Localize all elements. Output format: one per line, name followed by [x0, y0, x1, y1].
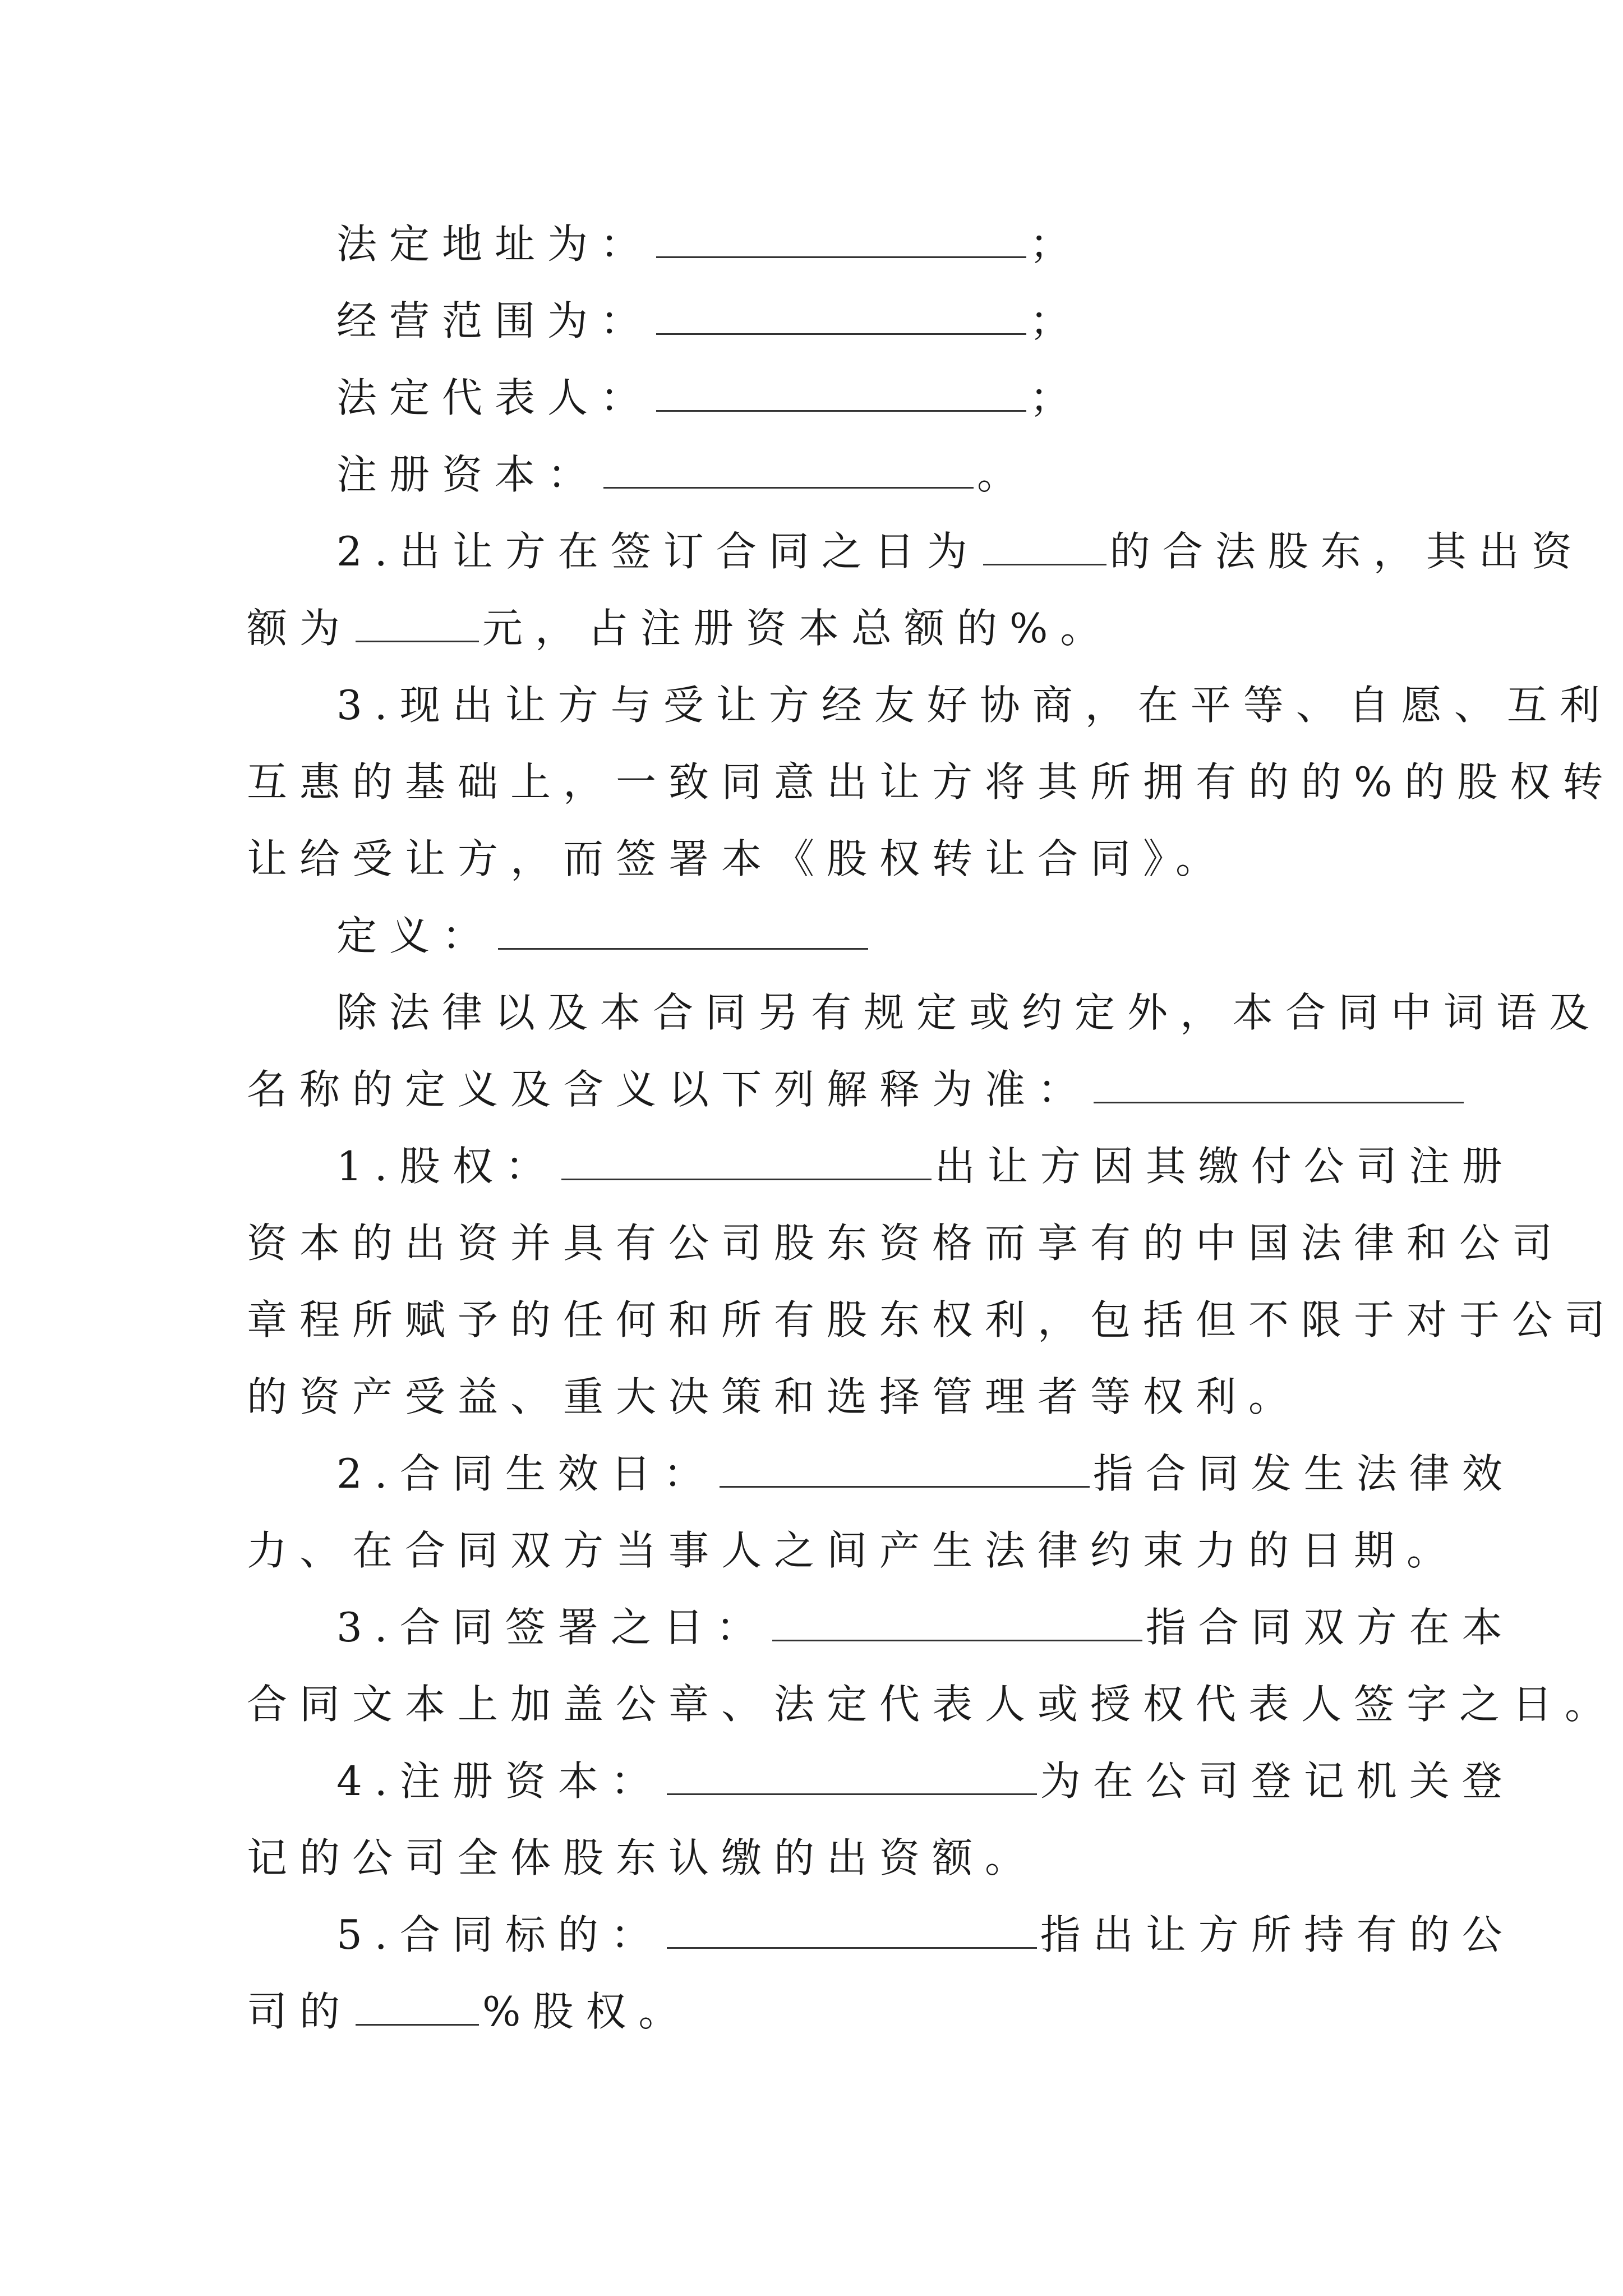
text-line — [336, 1904, 1515, 1966]
line-text: 额为 — [247, 605, 353, 652]
line-text: 指合同双方在本 — [1145, 1604, 1515, 1651]
text-line — [336, 1135, 1515, 1197]
line-text: 3.现出让方与受让方经友好协商，在平等、自愿、互利 — [336, 682, 1612, 729]
line-text: 2.出让方在签订合同之日为 — [336, 528, 980, 575]
fill-blank[interactable] — [561, 1139, 932, 1180]
line-text: 力、在合同双方当事人之间产生法律约束力的日期。 — [247, 1527, 1460, 1574]
line-text: 记的公司全体股东认缴的出资额。 — [247, 1834, 1038, 1881]
text-line — [247, 1289, 1618, 1351]
fill-blank[interactable] — [667, 1754, 1037, 1795]
line-text: 的资产受益、重大决策和选择管理者等权利。 — [247, 1373, 1302, 1420]
text-line — [336, 367, 1391, 429]
line-text: 为在公司登记机关登 — [1040, 1757, 1515, 1805]
text-line — [247, 828, 1391, 890]
field-label: 2.合同生效日： — [336, 1450, 716, 1497]
text-line — [247, 1827, 1391, 1889]
punctuation: ； — [1030, 374, 1083, 421]
line-text: 元，占注册资本总额的%。 — [482, 605, 1113, 652]
field-label: 定义： — [336, 912, 495, 959]
field-label: 注册资本： — [336, 451, 601, 498]
fill-blank[interactable] — [603, 448, 974, 489]
field-label: 5.合同标的： — [336, 1911, 663, 1958]
line-text: 让给受让方，而签署本《股权转让合同》。 — [247, 835, 1229, 882]
fill-blank[interactable] — [667, 1908, 1037, 1949]
text-line — [336, 1443, 1515, 1504]
line-text: 资本的出资并具有公司股东资格而享有的中国法律和公司 — [247, 1220, 1565, 1267]
fill-blank[interactable] — [656, 217, 1026, 258]
text-line — [336, 213, 1391, 275]
fill-blank[interactable] — [356, 601, 479, 642]
line-text: 除法律以及本合同另有规定或约定外，本合同中词语及 — [336, 989, 1602, 1036]
fill-blank[interactable] — [356, 1985, 479, 2026]
fill-blank[interactable] — [1094, 1062, 1464, 1103]
line-text: %股权。 — [482, 1988, 691, 2035]
text-line — [247, 1212, 1565, 1274]
text-line — [247, 1059, 1391, 1120]
fill-blank[interactable] — [656, 371, 1026, 412]
line-text: 指合同发生法律效 — [1092, 1450, 1515, 1497]
text-line — [336, 290, 1391, 352]
text-line — [336, 521, 1584, 582]
text-line — [336, 982, 1602, 1043]
field-label: 法定代表人： — [336, 374, 653, 421]
text-line — [247, 751, 1616, 813]
field-label: 1.股权： — [336, 1143, 558, 1190]
text-line — [247, 597, 1391, 659]
line-text: 合同文本上加盖公章、法定代表人或授权代表人签字之日。 — [247, 1681, 1618, 1728]
fill-blank[interactable] — [656, 294, 1026, 335]
text-line — [336, 674, 1612, 736]
text-line — [247, 1366, 1391, 1428]
punctuation: ； — [1030, 220, 1083, 268]
line-text: 司的 — [247, 1988, 353, 2035]
text-line — [336, 1596, 1515, 1658]
line-text: 的合法股东，其出资 — [1109, 528, 1584, 575]
punctuation: ； — [1030, 297, 1083, 344]
field-label: 4.注册资本： — [336, 1757, 663, 1805]
text-line — [247, 1981, 1391, 2042]
text-line — [247, 1520, 1460, 1581]
line-text: 章程所赋予的任何和所有股东权利，包括但不限于对于公司 — [247, 1296, 1618, 1343]
text-line — [336, 1750, 1515, 1812]
line-text: 指出让方所持有的公 — [1040, 1911, 1515, 1958]
line-text: 互惠的基础上，一致同意出让方将其所拥有的的%的股权转 — [247, 758, 1616, 806]
text-line — [336, 905, 1391, 967]
fill-blank[interactable] — [983, 524, 1106, 565]
field-label: 法定地址为： — [336, 220, 653, 268]
line-text: 出让方因其缴付公司注册 — [934, 1143, 1515, 1190]
field-label: 经营范围为： — [336, 297, 653, 344]
text-line — [336, 444, 1391, 505]
fill-blank[interactable] — [720, 1447, 1090, 1488]
line-text: 名称的定义及含义以下列解释为准： — [247, 1066, 1091, 1113]
fill-blank[interactable] — [498, 909, 868, 950]
field-label: 3.合同签署之日： — [336, 1604, 769, 1651]
fill-blank[interactable] — [772, 1600, 1142, 1641]
text-line — [247, 1673, 1618, 1735]
punctuation: 。 — [977, 451, 1030, 498]
